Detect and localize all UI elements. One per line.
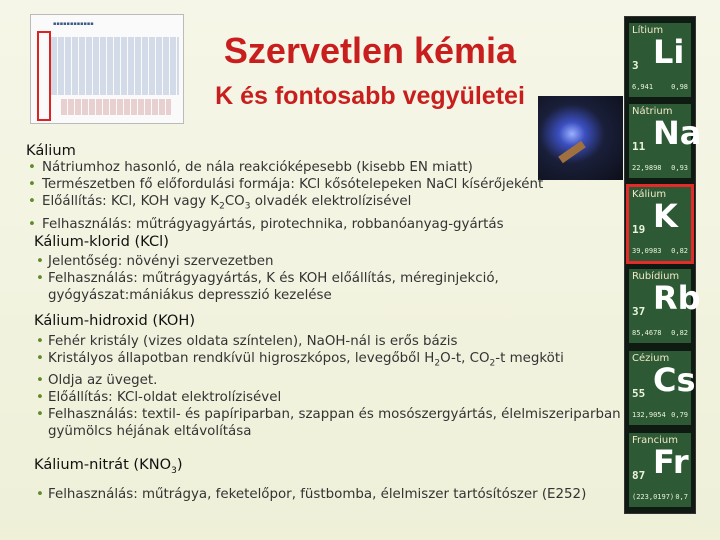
- list-item: • Előállítás: KCl-oldat elektrolízisével: [34, 389, 621, 406]
- list-item: • Felhasználás: műtrágya, feketelőpor, füstbomba, élelmiszer tartósítószer (E252): [34, 486, 621, 503]
- element-cs: [629, 351, 696, 425]
- h2o-co2-item: Kristályos állapotban rendkívül higroszkópos, levegőből $H_2O-t$, $CO_2-t$ megköti: [48, 350, 564, 369]
- element-name: Lítium: [632, 25, 664, 36]
- element-na: [629, 104, 702, 178]
- list-item: • Felhasználás: műtrágyagyártás, K és KOH előállítás, méreginjekció, gyógyászat:mániákus depresszió kezelése: [34, 270, 621, 304]
- list-item: • Jelentőség: növényi szervezetben: [34, 253, 621, 270]
- section-heading-koh: Kálium-hidroxid (KOH): [34, 311, 196, 329]
- section-heading-kno3: Kálium-nitrát $(KNO_3)$: [34, 456, 183, 477]
- kalium-list: [26, 159, 621, 233]
- periodic-table-lanthanides: [61, 99, 171, 115]
- atomic-number: 19: [632, 223, 646, 236]
- electronegativity: 0,82: [671, 247, 688, 255]
- kno3-list: [26, 486, 621, 503]
- element-k: [629, 187, 691, 261]
- koh-list: [26, 333, 621, 441]
- atomic-mass: 132,9054: [632, 411, 666, 419]
- periodic-table-image: [30, 14, 184, 124]
- kcl-list: [26, 253, 621, 304]
- element-symbol: Na: [653, 114, 702, 152]
- electronegativity: 0,93: [671, 164, 688, 172]
- section-heading-kcl: Kálium-klorid (KCl): [34, 232, 169, 250]
- list-item: • Nátriumhoz hasonló, de nála reakcióképesebb (kisebb EN miatt): [26, 159, 621, 176]
- list-item: • Felhasználás: műtrágyagyártás, pirotechnika, robbanóanyag-gyártás: [26, 216, 621, 233]
- electronegativity: 0,7: [675, 493, 688, 501]
- k2co3-item: Előállítás: KCl, KOH vagy $K_2CO_3$ olvadék elektrolízisével: [42, 194, 412, 212]
- atomic-number: 3: [632, 59, 639, 72]
- alkali-group-highlight: [37, 31, 51, 121]
- slide-title: Szervetlen kémia: [223, 30, 517, 71]
- atomic-mass: (223,0197): [632, 493, 675, 501]
- periodic-table-caption: ▪▪▪▪▪▪▪▪▪▪▪▪: [53, 21, 94, 27]
- list-item: • Felhasználás: textil- és papíriparban, szappan és mosószergyártás, élelmiszeriparban gyümölcs héjának eltávolítása: [34, 406, 621, 440]
- atomic-number: 87: [632, 469, 646, 482]
- list-item: • Fehér kristály (vizes oldata színtelen), NaOH-nál is erős bázis: [34, 333, 621, 350]
- element-name: Francium: [632, 435, 678, 446]
- slide-subtitle: K és fontosabb vegyületei: [215, 82, 525, 110]
- list-item: [26, 193, 621, 216]
- element-name: Kálium: [632, 189, 667, 200]
- atomic-mass: 39,0983: [632, 247, 662, 255]
- atomic-number: 11: [632, 140, 646, 153]
- atomic-mass: 22,9898: [632, 164, 662, 172]
- element-name: Rubídium: [632, 271, 680, 282]
- element-symbol: Fr: [653, 443, 689, 481]
- element-symbol: K: [653, 197, 678, 235]
- alkali-metals-strip: [624, 16, 702, 514]
- section-heading-kalium: Kálium: [26, 142, 76, 159]
- element-name: Nátrium: [632, 106, 673, 117]
- element-li: [629, 23, 691, 97]
- list-item: [34, 350, 621, 373]
- electronegativity: 0,82: [671, 329, 688, 337]
- atomic-number: 37: [632, 305, 646, 318]
- atomic-mass: 85,4678: [632, 329, 662, 337]
- element-rb: [629, 269, 701, 343]
- content-area: [26, 142, 621, 503]
- electronegativity: 0,98: [671, 83, 688, 91]
- element-symbol: Li: [653, 33, 685, 71]
- element-fr: [629, 433, 691, 507]
- element-symbol: Rb: [653, 279, 701, 317]
- element-symbol: Cs: [653, 361, 696, 399]
- element-name: Cézium: [632, 353, 670, 364]
- list-item: • Oldja az üveget.: [34, 372, 621, 389]
- periodic-table-grid: [51, 37, 179, 95]
- atomic-number: 55: [632, 387, 646, 400]
- electronegativity: 0,79: [671, 411, 688, 419]
- atomic-mass: 6,941: [632, 83, 654, 91]
- list-item: • Természetben fő előfordulási formája: KCl kősótelepeken NaCl kísérőjeként: [26, 176, 621, 193]
